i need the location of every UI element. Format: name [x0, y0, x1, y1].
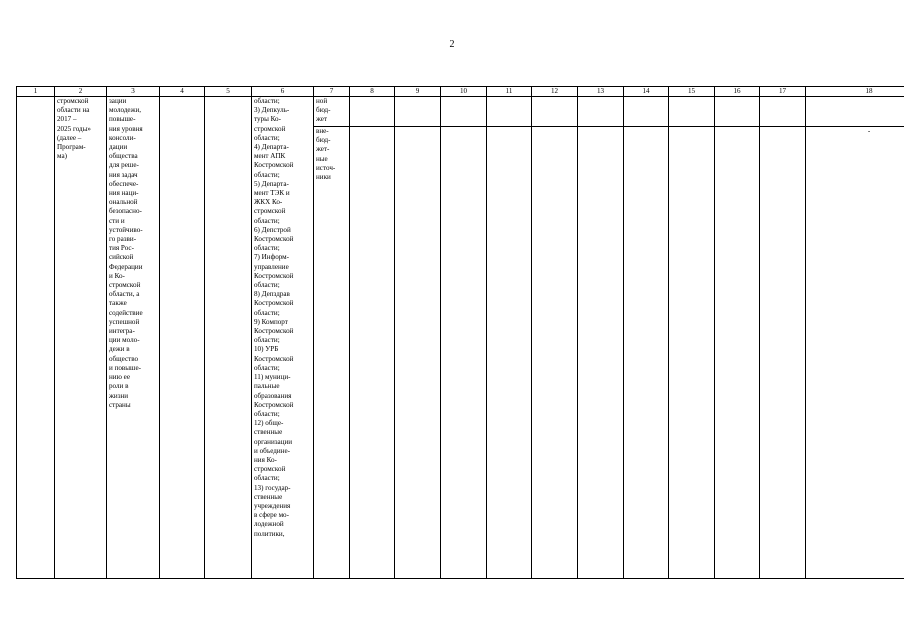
program-name-cell: стромской области на 2017 – 2025 годы» (далее – Програм- ма) [55, 97, 107, 579]
table-cell [624, 97, 669, 127]
column-number: 5 [205, 87, 252, 97]
table-cell [395, 127, 441, 579]
table-cell [205, 97, 252, 579]
executors-cell: области; 3) Депкуль- туры Ко- стромской области; 4) Департа- мент АПК Костромской области; 5) Департа- мент ТЭК и ЖКХ Ко- стромской области; 6) Депстрой Костромской области; 7) Информ- управление Костромской области; 8) Депздрав Костромской области; 9) Компорт Костромской области; 10) УРБ Костромской области; 11) муници- пальные образования Костромской области; 12) обще- ственные организации и объедине- ния Ко- стромской области; 13) государ- ственные учреждения в сфере мо- лодежной политики, [252, 97, 314, 579]
column-number: 7 [314, 87, 350, 97]
column-number: 3 [107, 87, 160, 97]
table-cell [532, 97, 578, 127]
table-cell [669, 97, 715, 127]
table-cell [487, 97, 532, 127]
column-number: 6 [252, 87, 314, 97]
table-cell [624, 127, 669, 579]
table-cell [532, 127, 578, 579]
table-cell [350, 127, 395, 579]
table-cell [395, 97, 441, 127]
table-cell [350, 97, 395, 127]
column-number: 12 [532, 87, 578, 97]
table-cell [441, 97, 487, 127]
table-cell [17, 97, 55, 579]
table-row [17, 97, 904, 127]
table-cell [715, 127, 760, 579]
column-number: 18 [806, 87, 904, 97]
dash-cell: - [806, 127, 904, 579]
column-number: 10 [441, 87, 487, 97]
column-number: 13 [578, 87, 624, 97]
table-cell [487, 127, 532, 579]
column-number: 17 [760, 87, 806, 97]
column-number: 16 [715, 87, 760, 97]
table-cell [441, 127, 487, 579]
column-number: 14 [624, 87, 669, 97]
column-number: 9 [395, 87, 441, 97]
column-number: 1 [17, 87, 55, 97]
funding-table [16, 86, 904, 579]
column-number: 4 [160, 87, 205, 97]
column-number: 2 [55, 87, 107, 97]
column-number: 15 [669, 87, 715, 97]
table-cell [669, 127, 715, 579]
table-cell [760, 127, 806, 579]
column-number: 11 [487, 87, 532, 97]
page-number: 2 [449, 39, 455, 50]
table-cell [578, 127, 624, 579]
table-cell [806, 97, 904, 127]
program-goal-cell: зации молодежи, повыше- ния уровня консоли- дации общества для реше- ния задач обеспече- ния наци- ональной безопасно- сти и устойчиво- го разви- тия Рос- сийской Федерации и Ко- стромской области, а также содействие успешной интегра- ции моло- дежи в общество и повыше- нию ее роли в жизни страны [107, 97, 160, 579]
table-cell [160, 97, 205, 579]
table-cell [760, 97, 806, 127]
table-cell [715, 97, 760, 127]
table-cell [578, 97, 624, 127]
funding-source-cell: ной бюд- жет [314, 97, 350, 127]
column-number: 8 [350, 87, 395, 97]
column-number-row [17, 87, 904, 97]
funding-source-cell: вне- бюд- жет- ные источ- ники [314, 127, 350, 579]
